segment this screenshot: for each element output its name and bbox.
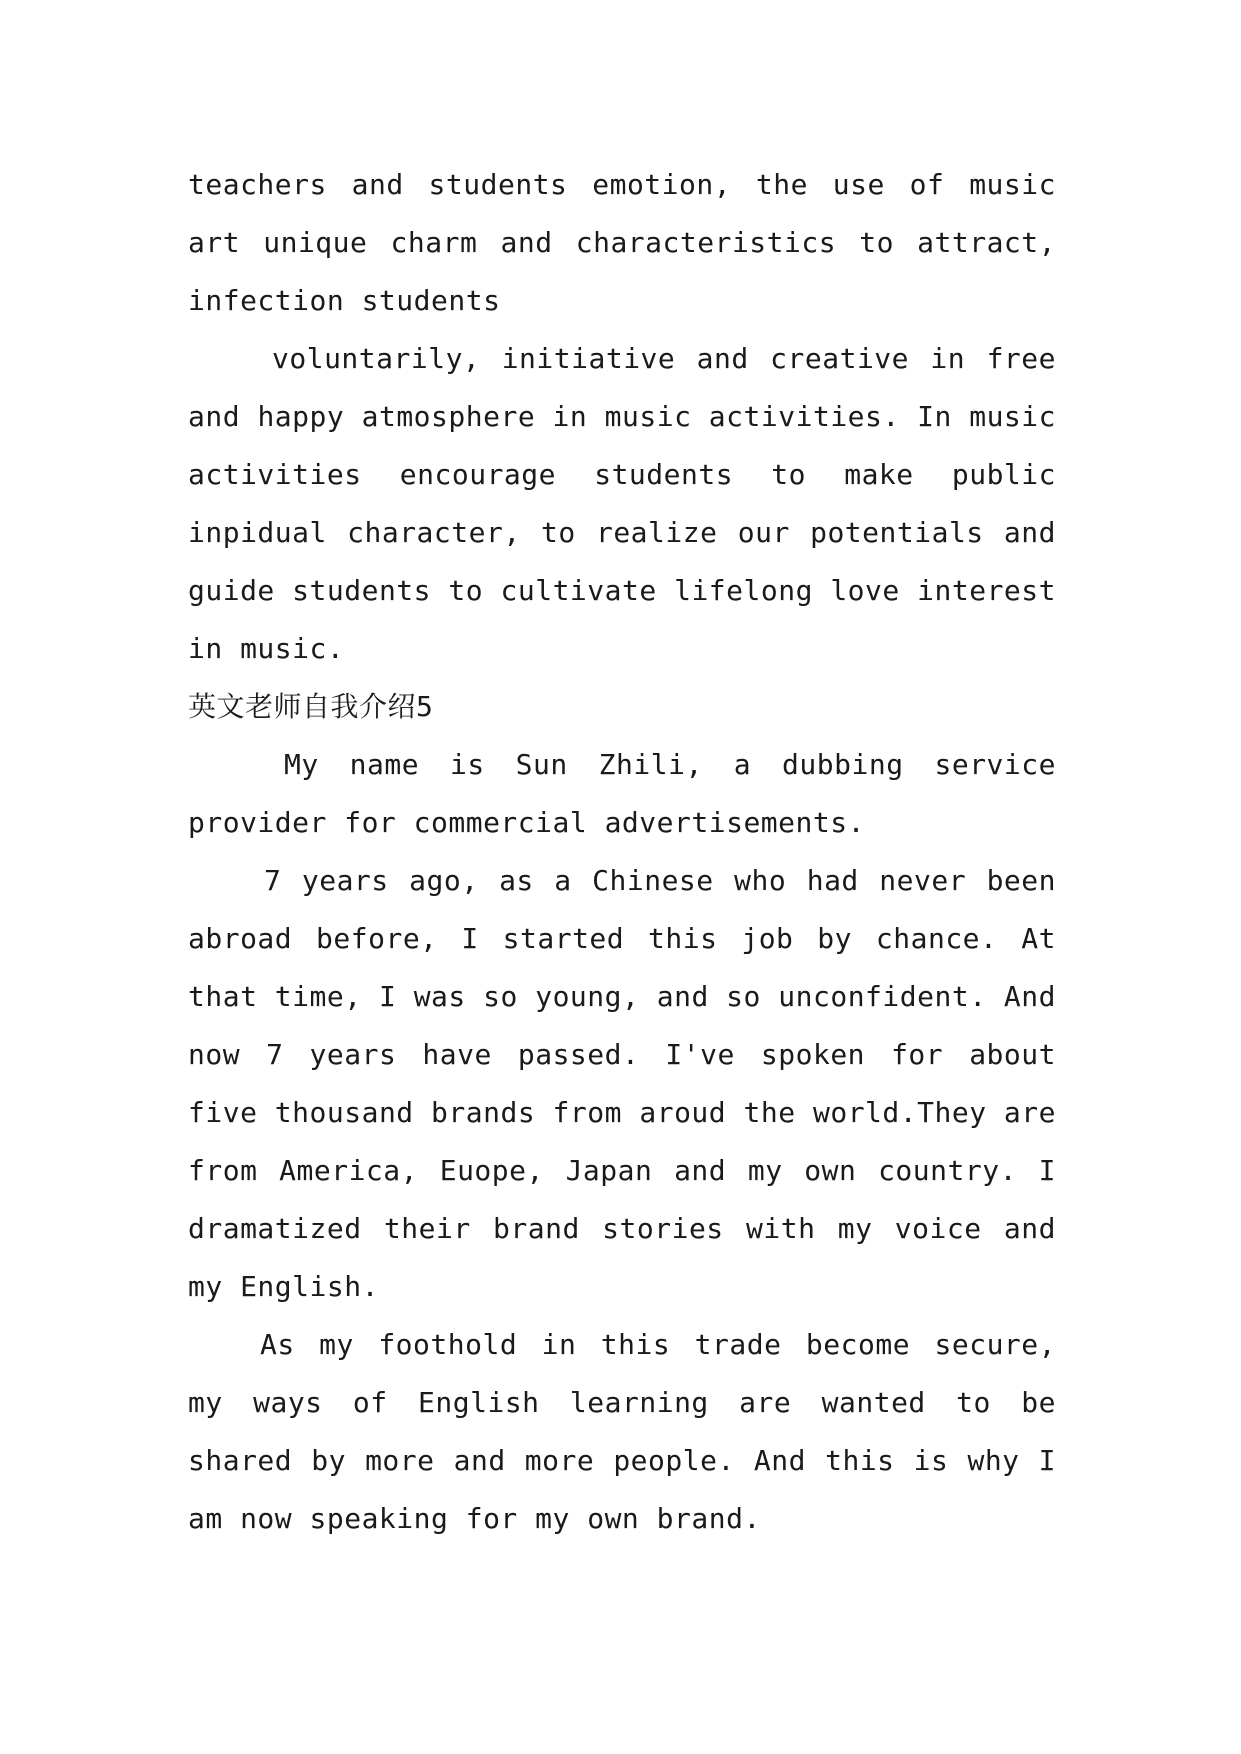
paragraph-2: voluntarily, initiative and creative in free and happy atmosphere in music activities. In music activities encourage students to make public inpidual character, to realize our potentials and guide students to cultivate lifelong love interest in music.	[188, 342, 1056, 665]
document-body	[188, 156, 1056, 1548]
section-heading: 英文老师自我介绍5	[188, 690, 434, 723]
paragraph-3: My name is Sun Zhili, a dubbing service provider for commercial advertisements.	[188, 748, 1056, 839]
paragraph-1: teachers and students emotion, the use of music art unique charm and characteristics to attract, infection students	[188, 168, 1056, 317]
paragraph-5: As my foothold in this trade become secure, my ways of English learning are wanted to be shared by more and more people. And this is why I am now speaking for my own brand.	[188, 1328, 1056, 1535]
paragraph-4: 7 years ago, as a Chinese who had never been abroad before, I started this job by chance. At that time, I was so young, and so unconfident. And now 7 years have passed. I've spoken for about five thousand brands from aroud the world.They are from America, Euope, Japan and my own country. I dramatized their brand stories with my voice and my English.	[188, 864, 1056, 1303]
